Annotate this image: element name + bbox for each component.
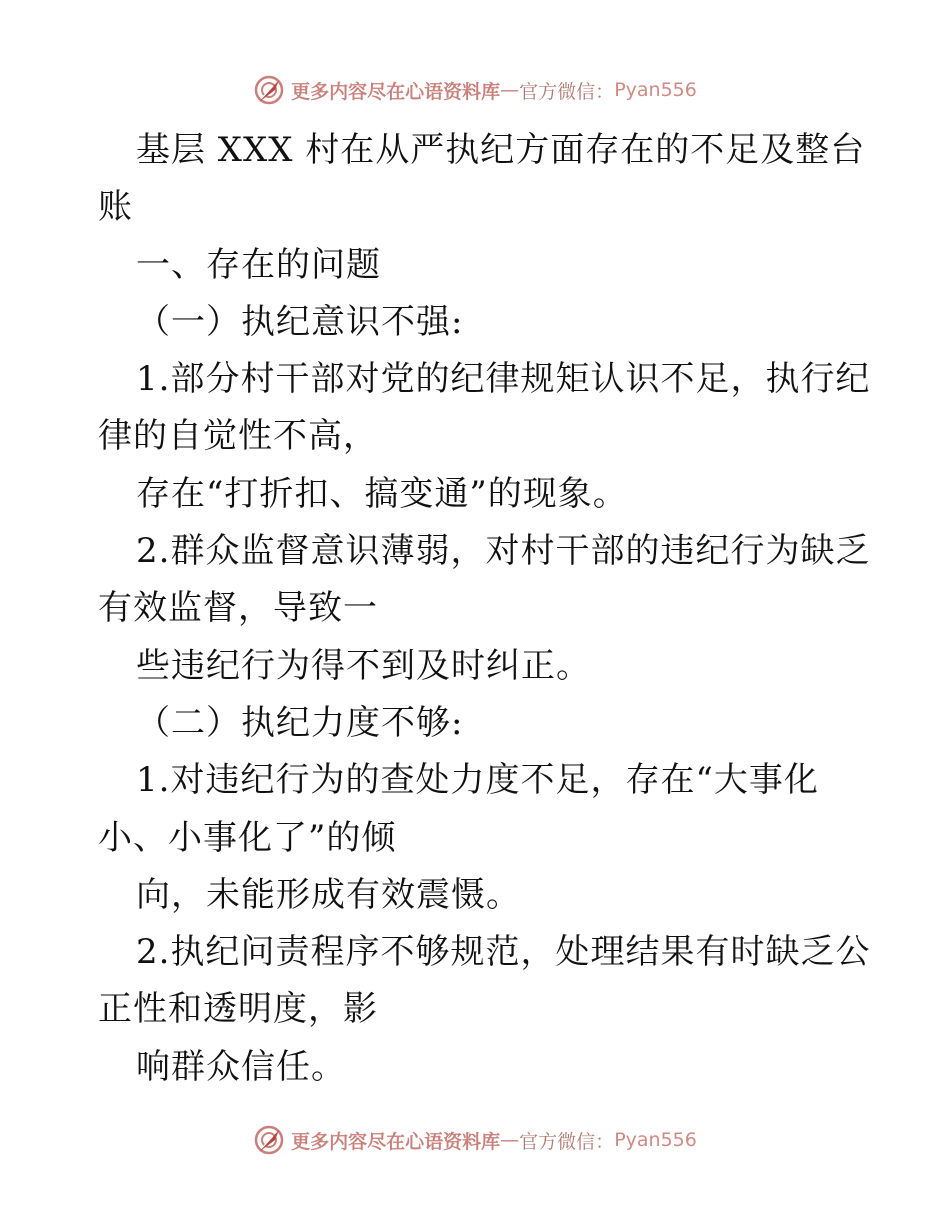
watermark-header [0,70,950,110]
watermark-official-label: 官方微信： [519,1130,615,1153]
paragraph-line: 律的自觉性不高， [98,416,378,457]
document-title-line-2: 账 [98,187,133,228]
watermark-dash: — [500,1129,520,1151]
paragraph-line: 有效监督，导致一 [98,588,378,629]
watermark-main-text: 更多内容尽在心语资料库 [291,1130,501,1153]
paragraph-line: 1.部分村干部对党的纪律规矩认识不足，执行纪 [136,359,871,400]
quill-logo-icon [253,1124,285,1156]
paragraph-line: 响群众信任。 [136,1046,346,1087]
watermark-main-text: 更多内容尽在心语资料库 [291,80,501,103]
paragraph-line: 存在“打折扣、搞变通”的现象。 [136,473,628,514]
document-body [98,122,871,1096]
subsection-heading-1: （一）执纪意识不强: [136,301,464,342]
watermark-dash: — [500,79,520,101]
paragraph-line: 小、小事化了”的倾 [98,817,397,858]
paragraph-line: 2.群众监督意识薄弱，对村干部的违纪行为缺乏 [136,531,871,572]
watermark-wechat-id: Pyan556 [614,79,697,101]
document-title-line-1: 基层 XXX 村在从严执纪方面存在的不足及整台 [136,130,866,170]
section-heading: 一、存在的问题 [136,244,381,285]
watermark-official-label: 官方微信： [519,80,615,103]
subsection-heading-2: （二）执纪力度不够: [136,702,464,743]
paragraph-line: 2.执纪问责程序不够规范，处理结果有时缺乏公 [136,932,871,973]
quill-logo-icon [253,74,285,106]
paragraph-line: 些违纪行为得不到及时纠正。 [136,645,591,686]
watermark-footer [0,1120,950,1160]
paragraph-line: 向，未能形成有效震慑。 [136,874,521,915]
watermark-wechat-id: Pyan556 [614,1129,697,1151]
paragraph-line: 1.对违纪行为的查处力度不足，存在“大事化 [136,760,819,801]
paragraph-line: 正性和透明度，影 [98,989,378,1030]
